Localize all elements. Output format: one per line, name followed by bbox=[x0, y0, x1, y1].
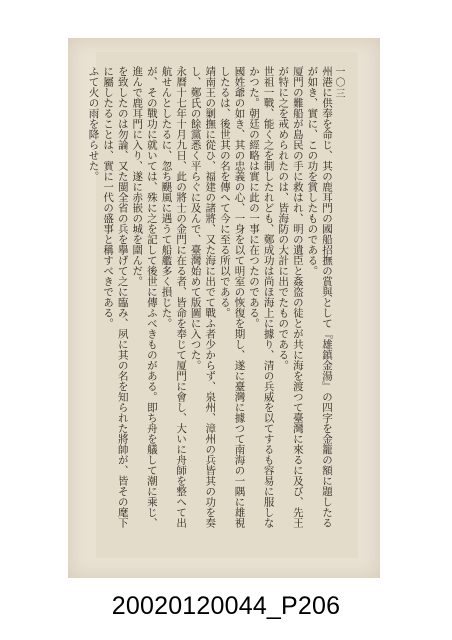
text-paragraph: 世祖一戰、能く之を制したれども、鄭成功は尚ほ海上に據り、清の兵威を以てするも容易に服しなかつた。朝廷の經略は實に此の一事に在つたのである。 bbox=[248, 66, 275, 528]
image-caption: 20020120044_P206 bbox=[111, 592, 341, 620]
text-paragraph: ふて火の雨を降らせた。 bbox=[87, 66, 100, 182]
text-paragraph: 國姓爺の如き、其の忠義の心、一身を以て明室の恢復を期し、遂に臺灣に據つて南海の一隅に雄視したるは、後世其の名を傳へて今に至る所以である。 bbox=[218, 66, 246, 528]
book-page bbox=[87, 52, 358, 558]
page-number: 一〇三 bbox=[333, 66, 344, 99]
vertical-text-body bbox=[87, 66, 334, 536]
text-paragraph: が、その戰功に就いては、殊に之を記して後世に傳ふべきものがある。即ち舟を艤して潮に乘じ、進んで鹿耳門に入り、遂に赤嵌の城を圍んだ。 bbox=[131, 66, 158, 528]
text-paragraph: 州港に供奉を命じ、其の鹿耳門の國船招撫の賞與として『雄鎮金湯』の四字を金籠の額に題したるが如き、實に、この功を賞したものである。 bbox=[306, 66, 333, 528]
text-paragraph: 靖南王の剿撫に從ひ、福建の諸將、又た海に出でて戰ふ者少からず、泉州、漳州の兵皆其の功を奏し、鄭氏の餘黨悉く平らぐに及んで、臺灣始めて版圖に入つた。 bbox=[189, 66, 217, 528]
text-paragraph: 永曆十七年十月九日、此の將士の金門に在る者、皆命を奉じて厦門に會し、大いに舟師を整へて出航せんとしたるに、忽ち颶風に遇うて船艦多く損じた。 bbox=[160, 66, 188, 528]
text-paragraph: を致したのは勿論、又た閩全省の兵を擧げて之に臨み、夙に其の名を知られた將帥が、皆その麾下に屬したることは、實に一代の盛事と稱すべきである。 bbox=[102, 66, 129, 528]
text-paragraph: 厦門の難船が島民の手に救はれ、明の遺臣と姦盗の徒とが共に海を渡つて臺灣に來るに及び、先王が特に之を戒められたのは、皆海防の大計に出でたものである。 bbox=[277, 66, 304, 528]
